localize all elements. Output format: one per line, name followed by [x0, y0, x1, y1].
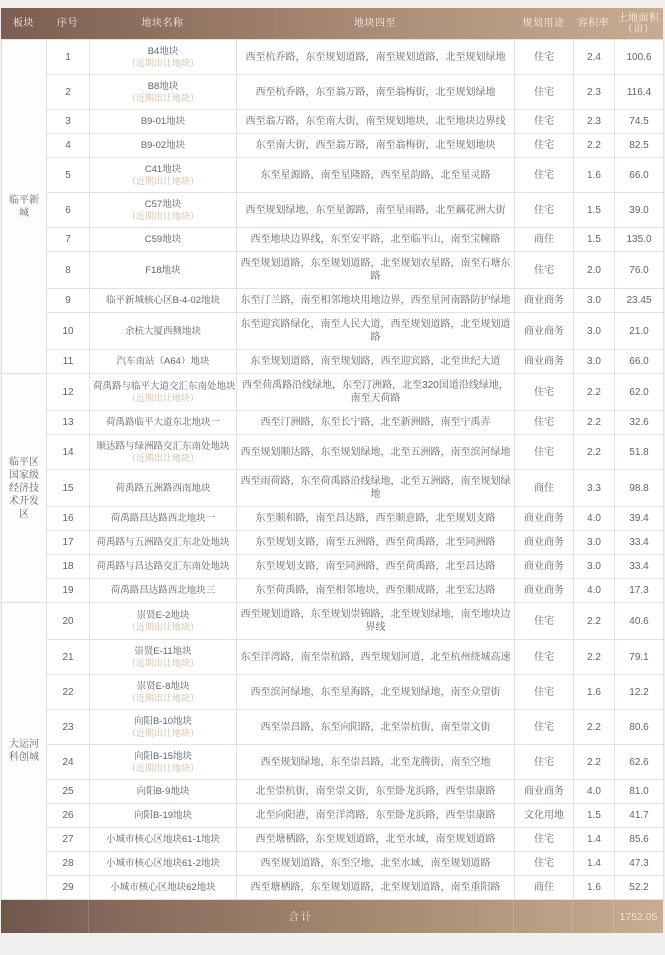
parcel-name-note: （近期出让地块） [126, 693, 199, 703]
block-label: 临平新城 [2, 40, 47, 374]
planned-use: 住宅 [515, 675, 574, 710]
row-number: 6 [47, 193, 90, 228]
col-header-land-area: 土地面积（亩） [617, 12, 660, 35]
plot-ratio: 1.6 [574, 158, 615, 193]
row-number: 18 [47, 555, 90, 579]
col-header-index: 序号 [57, 18, 78, 29]
row-number: 25 [47, 780, 90, 804]
parcel-name-cell [90, 828, 237, 852]
table-row [2, 374, 664, 411]
row-number: 8 [47, 252, 90, 289]
row-number: 2 [47, 75, 90, 110]
table-row [2, 745, 664, 780]
plot-ratio: 2.2 [574, 411, 615, 435]
table-header [1, 8, 663, 39]
table-row [2, 555, 664, 579]
footer-spacer-block-index [1, 900, 89, 933]
parcel-name-cell [90, 555, 237, 579]
plot-ratio: 3.0 [574, 313, 615, 350]
plot-ratio: 1.4 [574, 828, 615, 852]
parcel-name-cell [90, 228, 237, 252]
land-parcel-table [1, 39, 664, 900]
plot-ratio: 4.0 [574, 507, 615, 531]
table-row [2, 852, 664, 876]
parcel-bounds: 北至崇杭街，南至崇文街，东至卧龙浜路，西至崇康路 [237, 780, 515, 804]
parcel-name-note: （近期出让地块） [126, 622, 199, 632]
parcel-name: C41地块 [144, 164, 182, 175]
parcel-name: C59地块 [144, 234, 182, 245]
parcel-name: 临平新城核心区B-4-02地块 [105, 295, 220, 306]
table-row [2, 40, 664, 75]
land-area: 41.7 [615, 804, 664, 828]
parcel-name: 顺达路与绿洲路交汇东南处地块 [96, 441, 230, 452]
table-row [2, 134, 664, 158]
parcel-name: 崇贤E-2地块 [136, 610, 190, 621]
col-header-name: 地块名称 [141, 18, 184, 29]
land-area: 81.0 [615, 780, 664, 804]
table-row [2, 804, 664, 828]
plot-ratio: 2.2 [574, 745, 615, 780]
planned-use: 住宅 [515, 435, 574, 470]
plot-ratio: 2.2 [574, 640, 615, 675]
parcel-name-note: （近期出让地块） [126, 393, 199, 403]
land-area: 33.4 [615, 555, 664, 579]
table-row [2, 193, 664, 228]
parcel-name-cell [90, 507, 237, 531]
plot-ratio: 2.3 [574, 110, 615, 134]
plot-ratio: 2.4 [574, 40, 615, 75]
parcel-bounds: 西至规划绿地，东至星源路，南至星雨路，北至藕花洲大街 [237, 193, 515, 228]
parcel-name: 小城市核心区地块62地块 [110, 882, 216, 893]
parcel-name: B8地块 [147, 81, 179, 92]
row-number: 17 [47, 531, 90, 555]
planned-use: 住宅 [515, 603, 574, 640]
planned-use: 商住 [515, 470, 574, 507]
planned-use: 住宅 [515, 640, 574, 675]
table-row [2, 110, 664, 134]
land-area: 100.6 [615, 40, 664, 75]
plot-ratio: 1.5 [574, 228, 615, 252]
parcel-name-cell [90, 350, 237, 374]
planned-use: 商住 [515, 876, 574, 900]
row-number: 16 [47, 507, 90, 531]
col-header-bounds: 地块四至 [354, 18, 396, 29]
parcel-name-note: （近期出让地块） [126, 93, 199, 103]
row-number: 20 [47, 603, 90, 640]
parcel-name-cell [90, 435, 237, 470]
parcel-name-cell [90, 579, 237, 603]
parcel-name-cell [90, 75, 237, 110]
parcel-name-cell [90, 110, 237, 134]
parcel-bounds: 东至汀兰路，南至相邻地块用地边界，西至星河南路防护绿地 [237, 289, 515, 313]
plot-ratio: 1.6 [574, 876, 615, 900]
col-header-use: 规划用途 [522, 18, 565, 29]
table-row [2, 313, 664, 350]
land-area: 85.6 [615, 828, 664, 852]
land-area: 74.5 [615, 110, 664, 134]
col-header-plot-ratio: 容积率 [577, 18, 610, 29]
land-parcel-page [1, 8, 663, 933]
land-area: 12.2 [615, 675, 664, 710]
row-number: 12 [47, 374, 90, 411]
land-area: 33.4 [615, 531, 664, 555]
parcel-bounds: 西至规划道路，东至规划崇锦路，北至规划绿地，南至地块边界线 [237, 603, 515, 640]
parcel-name: 荷禹路五洲路西南地块 [115, 482, 211, 494]
parcel-bounds: 西至塘栖路，东至规划道路，北至规划道路，南至重阳路 [237, 876, 515, 900]
table-row [2, 531, 664, 555]
planned-use: 住宅 [515, 374, 574, 411]
parcel-bounds: 东至迎宾路绿化，南至人民大道，西至规划道路，北至规划道路 [237, 313, 515, 350]
row-number: 23 [47, 710, 90, 745]
parcel-name-cell [90, 158, 237, 193]
parcel-name: 崇贤E-11地块 [134, 646, 192, 657]
plot-ratio: 1.5 [574, 804, 615, 828]
parcel-name-cell [90, 780, 237, 804]
land-area: 62.0 [615, 374, 664, 411]
planned-use: 住宅 [515, 745, 574, 780]
parcel-name-note: （近期出让地块） [126, 728, 199, 738]
row-number: 3 [47, 110, 90, 134]
row-number: 7 [47, 228, 90, 252]
planned-use: 文化用地 [515, 804, 574, 828]
plot-ratio: 1.5 [574, 193, 615, 228]
land-area: 66.0 [615, 158, 664, 193]
planned-use: 商业商务 [515, 555, 574, 579]
planned-use: 住宅 [515, 75, 574, 110]
plot-ratio: 2.0 [574, 252, 615, 289]
land-area: 32.6 [615, 411, 664, 435]
planned-use: 住宅 [515, 110, 574, 134]
planned-use: 住宅 [515, 852, 574, 876]
parcel-name: 荷禹路与临平大道交汇东南处地块 [93, 381, 236, 392]
footer-total-value: 1752.05 [619, 910, 658, 923]
table-row [2, 470, 664, 507]
parcel-name: 向阳B-10地块 [133, 716, 193, 727]
land-area: 80.6 [615, 710, 664, 745]
planned-use: 住宅 [515, 134, 574, 158]
plot-ratio: 3.3 [574, 470, 615, 507]
planned-use: 住宅 [515, 193, 574, 228]
land-area: 66.0 [615, 350, 664, 374]
parcel-name-cell [90, 289, 237, 313]
land-area: 98.8 [615, 470, 664, 507]
parcel-name: 小城市核心区地块61-1地块 [105, 834, 220, 845]
parcel-bounds: 西至地块边界线，东至安平路，北至临平山，南至宝幢路 [237, 228, 515, 252]
table-row [2, 710, 664, 745]
land-area: 79.1 [615, 640, 664, 675]
parcel-name: 向阳B-19地块 [133, 810, 193, 821]
table-row [2, 675, 664, 710]
land-area: 116.4 [615, 75, 664, 110]
land-area: 23.45 [615, 289, 664, 313]
land-area: 47.3 [615, 852, 664, 876]
planned-use: 住宅 [515, 158, 574, 193]
parcel-name: 荷禹路昌达路西北地块一 [110, 513, 216, 524]
table-row [2, 435, 664, 470]
parcel-bounds: 东至洋湾路，南至崇杭路，西至规划河道，北至杭州绕城高速 [237, 640, 515, 675]
parcel-name-note: （近期出让地块） [126, 453, 199, 463]
parcel-name-cell [90, 374, 237, 411]
table-row [2, 828, 664, 852]
table-row [2, 640, 664, 675]
row-number: 21 [47, 640, 90, 675]
plot-ratio: 1.4 [574, 852, 615, 876]
parcel-name-note: （近期出让地块） [126, 176, 199, 186]
parcel-bounds: 东至规划支路，南至同洲路，西至荷禹路，北至昌达路 [237, 555, 515, 579]
parcel-bounds: 西至汀洲路，东至长宁路，北至新洲路，南至宁禹弄 [237, 411, 515, 435]
plot-ratio: 3.0 [574, 555, 615, 579]
parcel-name-cell [90, 252, 237, 289]
parcel-bounds: 西至杭乔路，东至翁万路，南至翁梅街，北至规划绿地 [237, 75, 515, 110]
parcel-name-cell [90, 40, 237, 75]
parcel-name: 荷禹路临平大道东北地块一 [105, 417, 220, 428]
parcel-name: F18地块 [145, 264, 181, 276]
plot-ratio: 4.0 [574, 579, 615, 603]
parcel-name-cell [90, 640, 237, 675]
plot-ratio: 4.0 [574, 780, 615, 804]
row-number: 26 [47, 804, 90, 828]
footer-spacer-ratio [573, 900, 614, 933]
row-number: 29 [47, 876, 90, 900]
parcel-bounds: 东至规划道路，南至规划路，西至迎宾路，北至世纪大道 [237, 350, 515, 374]
planned-use: 商住 [515, 228, 574, 252]
land-area: 39.0 [615, 193, 664, 228]
table-row [2, 603, 664, 640]
footer-total-label: 合计 [89, 900, 514, 933]
parcel-name-cell [90, 411, 237, 435]
table-body [2, 40, 664, 900]
planned-use: 商业商务 [515, 350, 574, 374]
parcel-name: 荷禹路昌达路西北地块三 [110, 585, 216, 596]
parcel-name-cell [90, 603, 237, 640]
parcel-bounds: 东至星源路，南至星隆路，西至星韵路，北至星灵路 [237, 158, 515, 193]
planned-use: 商业商务 [515, 313, 574, 350]
parcel-name: B4地块 [147, 46, 179, 57]
parcel-bounds: 东至规划支路，南至五洲路，西至荷禹路，北至同洲路 [237, 531, 515, 555]
parcel-bounds: 东至荷禹路，南至相邻地块，西至顺成路，北至宏达路 [237, 579, 515, 603]
footer-spacer-use [514, 900, 573, 933]
parcel-name: 荷禹路与昌达路交汇东南处地块 [96, 561, 230, 572]
table-row [2, 411, 664, 435]
table-footer [1, 900, 663, 933]
plot-ratio: 2.2 [574, 710, 615, 745]
land-area: 21.0 [615, 313, 664, 350]
row-number: 11 [47, 350, 90, 374]
row-number: 1 [47, 40, 90, 75]
parcel-name-cell [90, 710, 237, 745]
land-area: 51.8 [615, 435, 664, 470]
planned-use: 住宅 [515, 828, 574, 852]
table-row [2, 289, 664, 313]
plot-ratio: 2.2 [574, 374, 615, 411]
parcel-name: 崇贤E-8地块 [136, 681, 190, 692]
land-area: 76.0 [615, 252, 664, 289]
row-number: 24 [47, 745, 90, 780]
plot-ratio: 3.0 [574, 350, 615, 374]
row-number: 4 [47, 134, 90, 158]
land-area: 82.5 [615, 134, 664, 158]
land-area: 17.3 [615, 579, 664, 603]
parcel-name-note: （近期出让地块） [126, 763, 199, 773]
parcel-name: 荷禹路与五洲路交汇东北处地块 [96, 537, 230, 548]
parcel-name-cell [90, 852, 237, 876]
table-row [2, 780, 664, 804]
row-number: 9 [47, 289, 90, 313]
parcel-bounds: 北至向阳港，南至洋湾路，东至卧龙浜路，西至崇康路 [237, 804, 515, 828]
parcel-bounds: 西至规划顺达路，东至规划绿地，北至五洲路，南至滨河绿地 [237, 435, 515, 470]
planned-use: 商业商务 [515, 507, 574, 531]
table-row [2, 252, 664, 289]
row-number: 15 [47, 470, 90, 507]
land-area: 62.6 [615, 745, 664, 780]
planned-use: 住宅 [515, 710, 574, 745]
parcel-name-cell [90, 193, 237, 228]
row-number: 10 [47, 313, 90, 350]
parcel-name-note: （近期出让地块） [126, 658, 199, 668]
parcel-name-note: （近期出让地块） [126, 211, 199, 221]
parcel-bounds: 西至翁万路，东至南大街，南至规划地块，北至地块边界线 [237, 110, 515, 134]
land-area: 40.6 [615, 603, 664, 640]
parcel-bounds: 西至规划绿地，东至崇昌路，北至龙腾街，南至空地 [237, 745, 515, 780]
plot-ratio: 3.0 [574, 531, 615, 555]
plot-ratio: 2.2 [574, 134, 615, 158]
parcel-bounds: 西至滨河绿地，东至星海路，北至规划绿地，南至众望街 [237, 675, 515, 710]
parcel-name-cell [90, 675, 237, 710]
parcel-name-cell [90, 134, 237, 158]
parcel-bounds: 西至雨荷路，东至荷禹路沿线绿地，北至五洲路，南至规划绿地 [237, 470, 515, 507]
parcel-name-cell [90, 531, 237, 555]
table-row [2, 876, 664, 900]
planned-use: 商业商务 [515, 531, 574, 555]
planned-use: 商业商务 [515, 780, 574, 804]
parcel-name: B9-02地块 [140, 140, 186, 151]
parcel-bounds: 西至规划道路，东至规划道路，北至规划农星路，南至石塘东路 [237, 252, 515, 289]
parcel-name-cell [90, 313, 237, 350]
block-label: 大运河科创城 [2, 603, 47, 900]
plot-ratio: 2.3 [574, 75, 615, 110]
parcel-name: 小城市核心区地块61-2地块 [105, 858, 220, 869]
table-row [2, 507, 664, 531]
table-row [2, 75, 664, 110]
parcel-name: 向阳B-9地块 [136, 786, 190, 797]
row-number: 13 [47, 411, 90, 435]
plot-ratio: 2.2 [574, 603, 615, 640]
parcel-bounds: 东至南大街，西至翁万路，南至翁梅街，北至规划地块 [237, 134, 515, 158]
parcel-bounds: 西至规划道路，东至空地，北至水域，南至规划道路 [237, 852, 515, 876]
planned-use: 商业商务 [515, 289, 574, 313]
parcel-bounds: 西至崇昌路，东至向阳路，北至崇杭街，南至崇文街 [237, 710, 515, 745]
land-area: 52.2 [615, 876, 664, 900]
parcel-bounds: 东至顺和路，南至昌达路，西至顺意路，北至规划支路 [237, 507, 515, 531]
parcel-name: B9-01地块 [140, 116, 186, 127]
planned-use: 住宅 [515, 252, 574, 289]
parcel-name-cell [90, 470, 237, 507]
parcel-name: C57地块 [144, 199, 182, 210]
plot-ratio: 3.0 [574, 289, 615, 313]
table-row [2, 579, 664, 603]
parcel-name: 余杭大厦西侧地块 [124, 325, 201, 337]
land-area: 39.4 [615, 507, 664, 531]
row-number: 22 [47, 675, 90, 710]
plot-ratio: 2.2 [574, 435, 615, 470]
parcel-bounds: 西至塘栖路，东至规划道路，北至水域，南至规划道路 [237, 828, 515, 852]
planned-use: 商业商务 [515, 579, 574, 603]
parcel-name-note: （近期出让地块） [126, 58, 199, 68]
table-row [2, 350, 664, 374]
parcel-bounds: 西至荷禹路沿线绿地，东至汀洲路，北至320国道沿线绿地，南至天荷路 [237, 374, 515, 411]
table-row [2, 228, 664, 252]
parcel-bounds: 西至杭乔路，东至规划道路，南至规划道路，北至规划绿地 [237, 40, 515, 75]
table-row [2, 158, 664, 193]
row-number: 28 [47, 852, 90, 876]
row-number: 5 [47, 158, 90, 193]
planned-use: 住宅 [515, 40, 574, 75]
land-area: 135.0 [615, 228, 664, 252]
plot-ratio: 1.6 [574, 675, 615, 710]
parcel-name-cell [90, 745, 237, 780]
row-number: 27 [47, 828, 90, 852]
block-label: 临平区国家级经济技术开发区 [2, 374, 47, 603]
parcel-name: 向阳B-15地块 [133, 751, 193, 762]
planned-use: 住宅 [515, 411, 574, 435]
parcel-name: 汽车南站（A64）地块 [116, 356, 210, 367]
parcel-name-cell [90, 804, 237, 828]
row-number: 14 [47, 435, 90, 470]
parcel-name-cell [90, 876, 237, 900]
row-number: 19 [47, 579, 90, 603]
col-header-block: 板块 [13, 18, 34, 29]
